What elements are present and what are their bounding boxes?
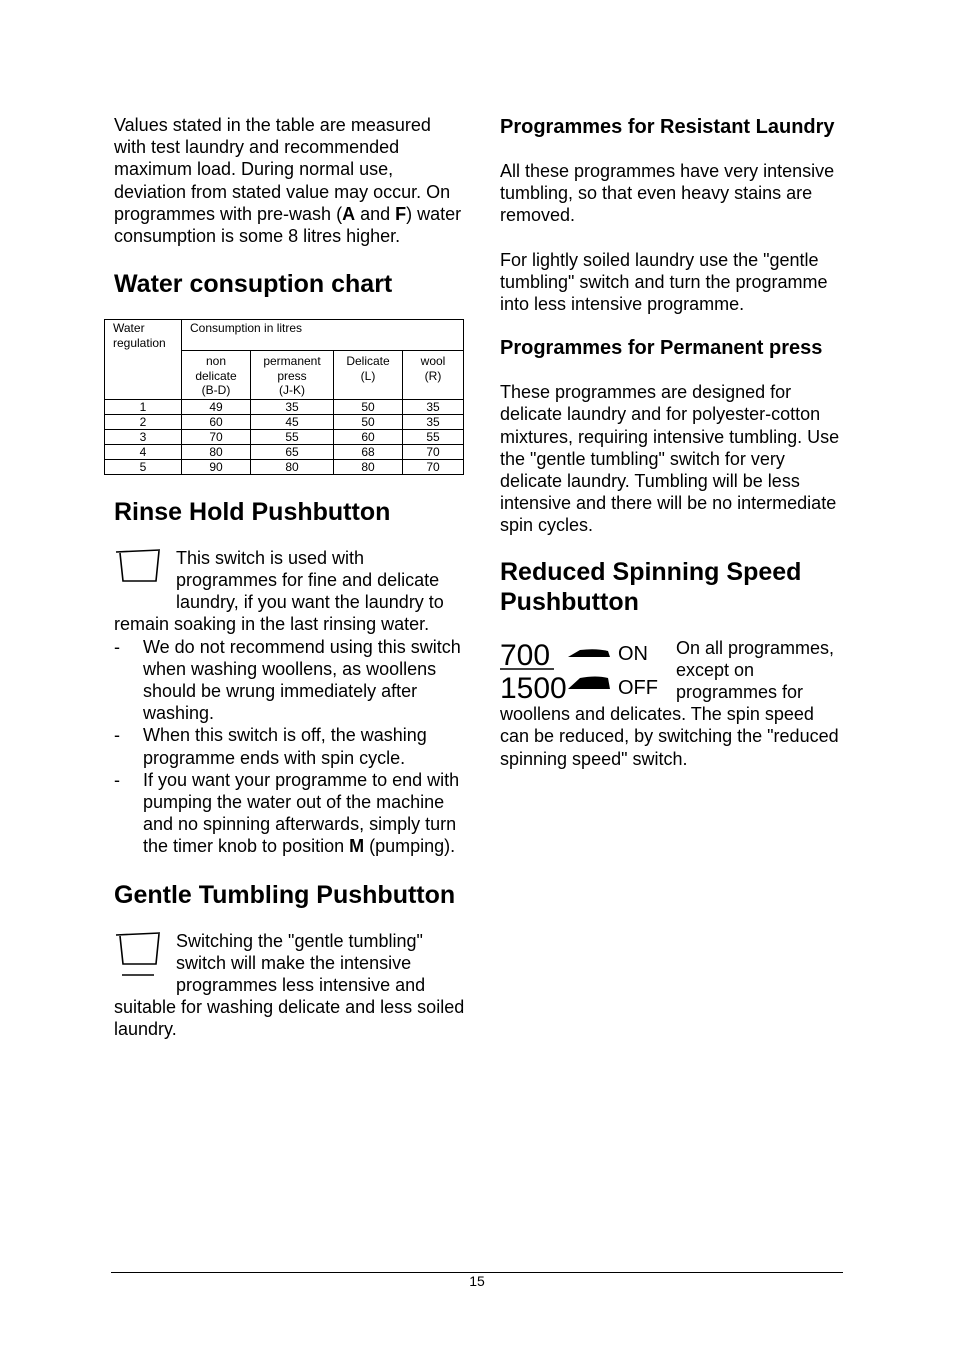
table-row — [105, 459, 464, 474]
resistant-heading: Programmes for Resistant Laundry — [500, 116, 835, 138]
table-cell: 35 — [251, 399, 334, 414]
gentle-tumbling-body: Switching the "gentle tumbling" switch will make the intensive programmes less intensive and suitable for washing delicate and less soiled laundry. — [114, 930, 465, 1040]
resistant-paragraph-2: For lightly soiled laundry use the "gentle tumbling" switch and turn the programme into less intensive programme. — [500, 249, 828, 315]
list-item: - When this switch is off, the washing programme ends with spin cycle. — [114, 725, 427, 768]
column-header: wool (R) — [403, 351, 464, 400]
table-cell: 1 — [105, 399, 182, 414]
chart-heading: Water consuption chart — [114, 270, 393, 299]
table-cell: 2 — [105, 414, 182, 429]
rinse-hold-section — [114, 547, 466, 858]
water-consumption-table — [104, 319, 464, 475]
table-row — [105, 414, 464, 429]
permanent-press-paragraph: These programmes are designed for delicate laundry and for polyester-cotton mixtures, requiring intensive tumbling. Use the "gentle tumbling" switch for very delicate laundry. Tumbling will be less intensive and there will be no intermediate spin cycles. — [500, 382, 840, 536]
rinse-hold-list — [114, 636, 466, 858]
spin-speed-heading: Reduced Spinning Speed Pushbutton — [500, 557, 802, 616]
table-cell: 80 — [182, 444, 251, 459]
table-cell: 70 — [182, 429, 251, 444]
table-cell: 90 — [182, 459, 251, 474]
table-cell: 35 — [403, 399, 464, 414]
column-header: permanent press (J-K) — [251, 351, 334, 400]
table-row — [105, 429, 464, 444]
table-cell: 80 — [334, 459, 403, 474]
rinse-hold-heading: Rinse Hold Pushbutton — [114, 497, 391, 526]
on-label: ON — [618, 642, 648, 665]
table-cell: 68 — [334, 444, 403, 459]
gentle-tumbling-section — [114, 930, 466, 1041]
button-released-icon — [568, 676, 610, 689]
table-cell: 55 — [251, 429, 334, 444]
off-label: OFF — [618, 676, 658, 699]
list-item: - If you want your programme to end with pumping the water out of the machine and no spinning afterwards, simply turn the timer knob to position M (pumping). — [114, 769, 460, 857]
table-cell: 5 — [105, 459, 182, 474]
table-cell: 70 — [403, 459, 464, 474]
gentle-tumbling-icon — [114, 930, 176, 978]
spin-1500-label: 1500 — [500, 671, 567, 703]
table-cell: 55 — [403, 429, 464, 444]
spin-speed-section — [500, 637, 845, 770]
button-pressed-icon — [568, 649, 610, 657]
page-number: 15 — [469, 1273, 485, 1289]
permanent-press-heading: Programmes for Permanent press — [500, 337, 823, 360]
table-cell: 50 — [334, 399, 403, 414]
left-column — [114, 114, 466, 1041]
list-item: - We do not recommend using this switch when washing woollens, as woollens should be wrung immediately after washing. — [114, 636, 461, 724]
table-corner-header: Water regulation — [105, 320, 182, 400]
table-cell: 70 — [403, 444, 464, 459]
right-column — [500, 114, 845, 770]
table-cell: 35 — [403, 414, 464, 429]
table-cell: 80 — [251, 459, 334, 474]
column-header: non delicate (B-D) — [182, 351, 251, 400]
table-cell: 4 — [105, 444, 182, 459]
rinse-hold-body: This switch is used with programmes for fine and delicate laundry, if you want the laundry to remain soaking in the last rinsing water. — [114, 547, 444, 635]
column-header: Delicate (L) — [334, 351, 403, 400]
rinse-hold-icon — [114, 547, 176, 595]
spin-speed-icon — [500, 637, 676, 703]
table-cell: 65 — [251, 444, 334, 459]
resistant-paragraph-1: All these programmes have very intensive tumbling, so that even heavy stains are removed. — [500, 161, 835, 226]
gentle-tumbling-heading: Gentle Tumbling Pushbutton — [114, 880, 456, 909]
intro-paragraph: Values stated in the table are measured with test laundry and recommended maximum load. During normal use, deviation from stated value may occur. On programmes with pre-wash (A and F) water consumption is some 8 litres higher. — [114, 115, 462, 247]
table-group-header: Consumption in litres — [182, 320, 464, 351]
table-cell: 60 — [182, 414, 251, 429]
table-cell: 3 — [105, 429, 182, 444]
table-row — [105, 444, 464, 459]
table-cell: 45 — [251, 414, 334, 429]
table-cell: 49 — [182, 399, 251, 414]
table-cell: 60 — [334, 429, 403, 444]
table-cell: 50 — [334, 414, 403, 429]
spin-speed-body: On all programmes, except on programmes for woollens and delicates. The spin speed can be reduced, by switching the "reduced spinning speed" switch. — [500, 637, 839, 769]
spin-700-label: 700 — [500, 638, 551, 672]
table-row — [105, 399, 464, 414]
